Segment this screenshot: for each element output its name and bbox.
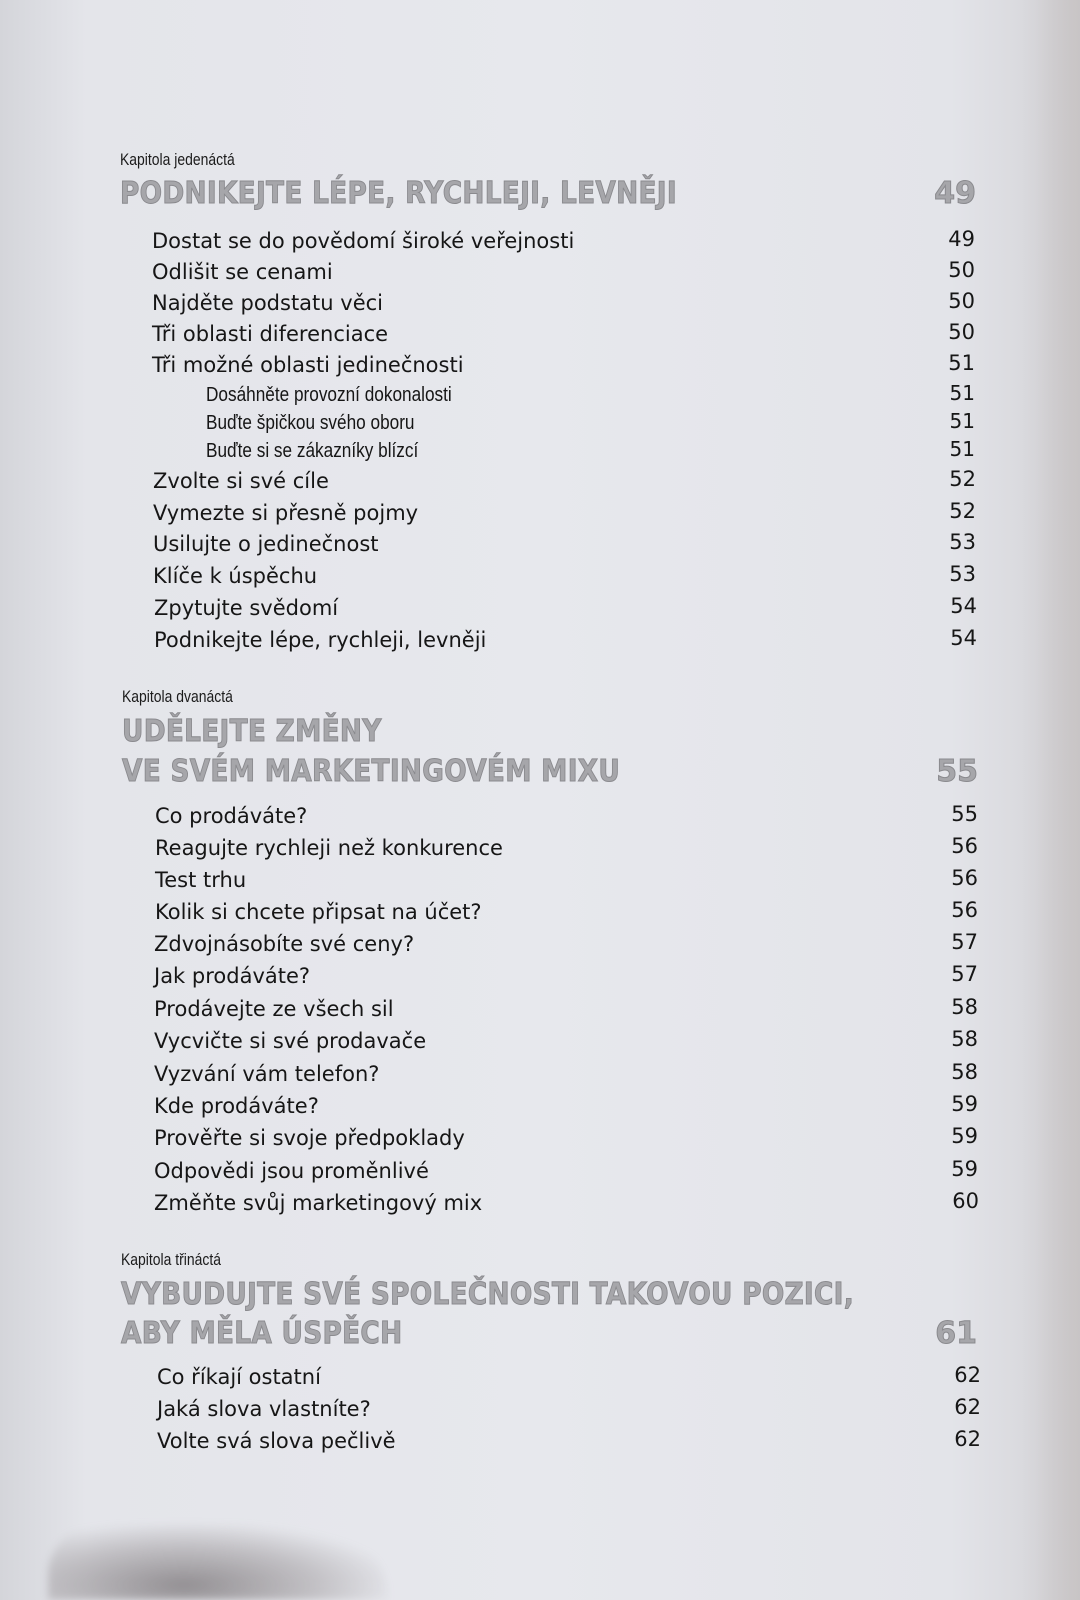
toc-entry-page: 56 bbox=[951, 834, 978, 858]
toc-entry-page: 56 bbox=[951, 898, 978, 922]
toc-entry[interactable]: Změňte svůj marketingový mix bbox=[154, 1191, 483, 1215]
chapter-label: Kapitola jedenáctá bbox=[120, 150, 235, 169]
toc-entry[interactable]: Kolik si chcete připsat na účet? bbox=[155, 900, 482, 924]
toc-entry-page: 59 bbox=[951, 1092, 978, 1116]
toc-entry[interactable]: Klíče k úspěchu bbox=[153, 564, 318, 588]
page-edge-shadow bbox=[1020, 0, 1080, 1600]
toc-entry-page: 62 bbox=[954, 1363, 981, 1387]
toc-entry[interactable]: Podnikejte lépe, rychleji, levněji bbox=[154, 628, 487, 652]
toc-entry[interactable]: Co říkají ostatní bbox=[157, 1365, 321, 1389]
finger-shadow bbox=[48, 1525, 388, 1600]
toc-entry-page: 53 bbox=[949, 562, 976, 586]
toc-entry-page: 56 bbox=[951, 866, 978, 890]
chapter-title: VE SVÉM MARKETINGOVÉM MIXU bbox=[122, 754, 621, 789]
toc-entry-page: 58 bbox=[951, 995, 978, 1019]
toc-entry-page: 58 bbox=[951, 1027, 978, 1051]
chapter-title: UDĚLEJTE ZMĚNY bbox=[122, 714, 382, 749]
toc-entry[interactable]: Zdvojnásobíte své ceny? bbox=[154, 932, 415, 956]
chapter-label: Kapitola třináctá bbox=[121, 1250, 221, 1269]
toc-entry[interactable]: Usilujte o jedinečnost bbox=[153, 532, 379, 556]
toc-entry[interactable]: Tři možné oblasti jedinečnosti bbox=[152, 353, 464, 377]
toc-entry-page: 51 bbox=[949, 437, 975, 461]
toc-entry-page: 57 bbox=[951, 930, 978, 954]
toc-entry-page: 58 bbox=[951, 1060, 978, 1084]
toc-entry[interactable]: Jaká slova vlastníte? bbox=[157, 1397, 371, 1421]
toc-entry[interactable]: Test trhu bbox=[155, 868, 247, 892]
toc-entry-page: 53 bbox=[949, 530, 976, 554]
toc-entry-page: 54 bbox=[950, 594, 977, 618]
toc-entry-page: 51 bbox=[949, 409, 975, 433]
toc-entry[interactable]: Reagujte rychleji než konkurence bbox=[155, 836, 503, 860]
toc-entry[interactable]: Prověřte si svoje předpoklady bbox=[154, 1126, 465, 1150]
toc-entry-page: 54 bbox=[950, 626, 977, 650]
toc-entry[interactable]: Co prodáváte? bbox=[155, 804, 308, 828]
toc-entry-page: 59 bbox=[951, 1124, 978, 1148]
toc-entry-page: 59 bbox=[951, 1157, 978, 1181]
toc-entry-page: 57 bbox=[951, 962, 978, 986]
chapter-page-number: 49 bbox=[934, 176, 976, 211]
toc-entry[interactable]: Jak prodáváte? bbox=[154, 964, 311, 988]
chapter-title: VYBUDUJTE SVÉ SPOLEČNOSTI TAKOVOU POZICI, bbox=[121, 1277, 855, 1312]
toc-entry-page: 50 bbox=[948, 320, 975, 344]
chapter-page-number: 55 bbox=[936, 754, 978, 789]
toc-entry-page: 50 bbox=[948, 258, 975, 282]
toc-entry[interactable]: Kde prodáváte? bbox=[154, 1094, 319, 1118]
toc-entry[interactable]: Zpytujte svědomí bbox=[154, 596, 339, 620]
toc-entry[interactable]: Odlišit se cenami bbox=[152, 260, 333, 284]
toc-entry-page: 52 bbox=[949, 467, 976, 491]
toc-entry[interactable]: Vycvičte si své prodavače bbox=[154, 1029, 427, 1053]
toc-subentry[interactable]: Buďte si se zákazníky blízcí bbox=[206, 440, 419, 462]
toc-entry[interactable]: Dostat se do povědomí široké veřejnosti bbox=[152, 229, 575, 253]
chapter-title: ABY MĚLA ÚSPĚCH bbox=[121, 1316, 403, 1351]
toc-entry-page: 55 bbox=[951, 802, 978, 826]
toc-entry-page: 51 bbox=[948, 351, 975, 375]
toc-entry[interactable]: Volte svá slova pečlivě bbox=[157, 1429, 396, 1453]
toc-entry-page: 51 bbox=[949, 381, 975, 405]
toc-entry-page: 49 bbox=[948, 227, 975, 251]
toc-subentry[interactable]: Buďte špičkou svého oboru bbox=[206, 412, 415, 434]
toc-entry[interactable]: Tři oblasti diferenciace bbox=[152, 322, 389, 346]
chapter-page-number: 61 bbox=[935, 1316, 977, 1351]
toc-entry-page: 52 bbox=[949, 499, 976, 523]
toc-entry[interactable]: Vymezte si přesně pojmy bbox=[153, 501, 419, 525]
toc-entry-page: 62 bbox=[954, 1427, 981, 1451]
toc-entry[interactable]: Prodávejte ze všech sil bbox=[154, 997, 394, 1021]
toc-subentry[interactable]: Dosáhněte provozní dokonalosti bbox=[206, 384, 452, 406]
toc-entry[interactable]: Odpovědi jsou proměnlivé bbox=[154, 1159, 429, 1183]
toc-entry[interactable]: Vyzvání vám telefon? bbox=[154, 1062, 380, 1086]
chapter-title: PODNIKEJTE LÉPE, RYCHLEJI, LEVNĚJI bbox=[120, 176, 677, 211]
toc-entry-page: 62 bbox=[954, 1395, 981, 1419]
toc-entry-page: 50 bbox=[948, 289, 975, 313]
toc-entry-page: 60 bbox=[952, 1189, 979, 1213]
toc-entry[interactable]: Zvolte si své cíle bbox=[153, 469, 329, 493]
toc-entry[interactable]: Najděte podstatu věci bbox=[152, 291, 383, 315]
chapter-label: Kapitola dvanáctá bbox=[122, 687, 233, 706]
